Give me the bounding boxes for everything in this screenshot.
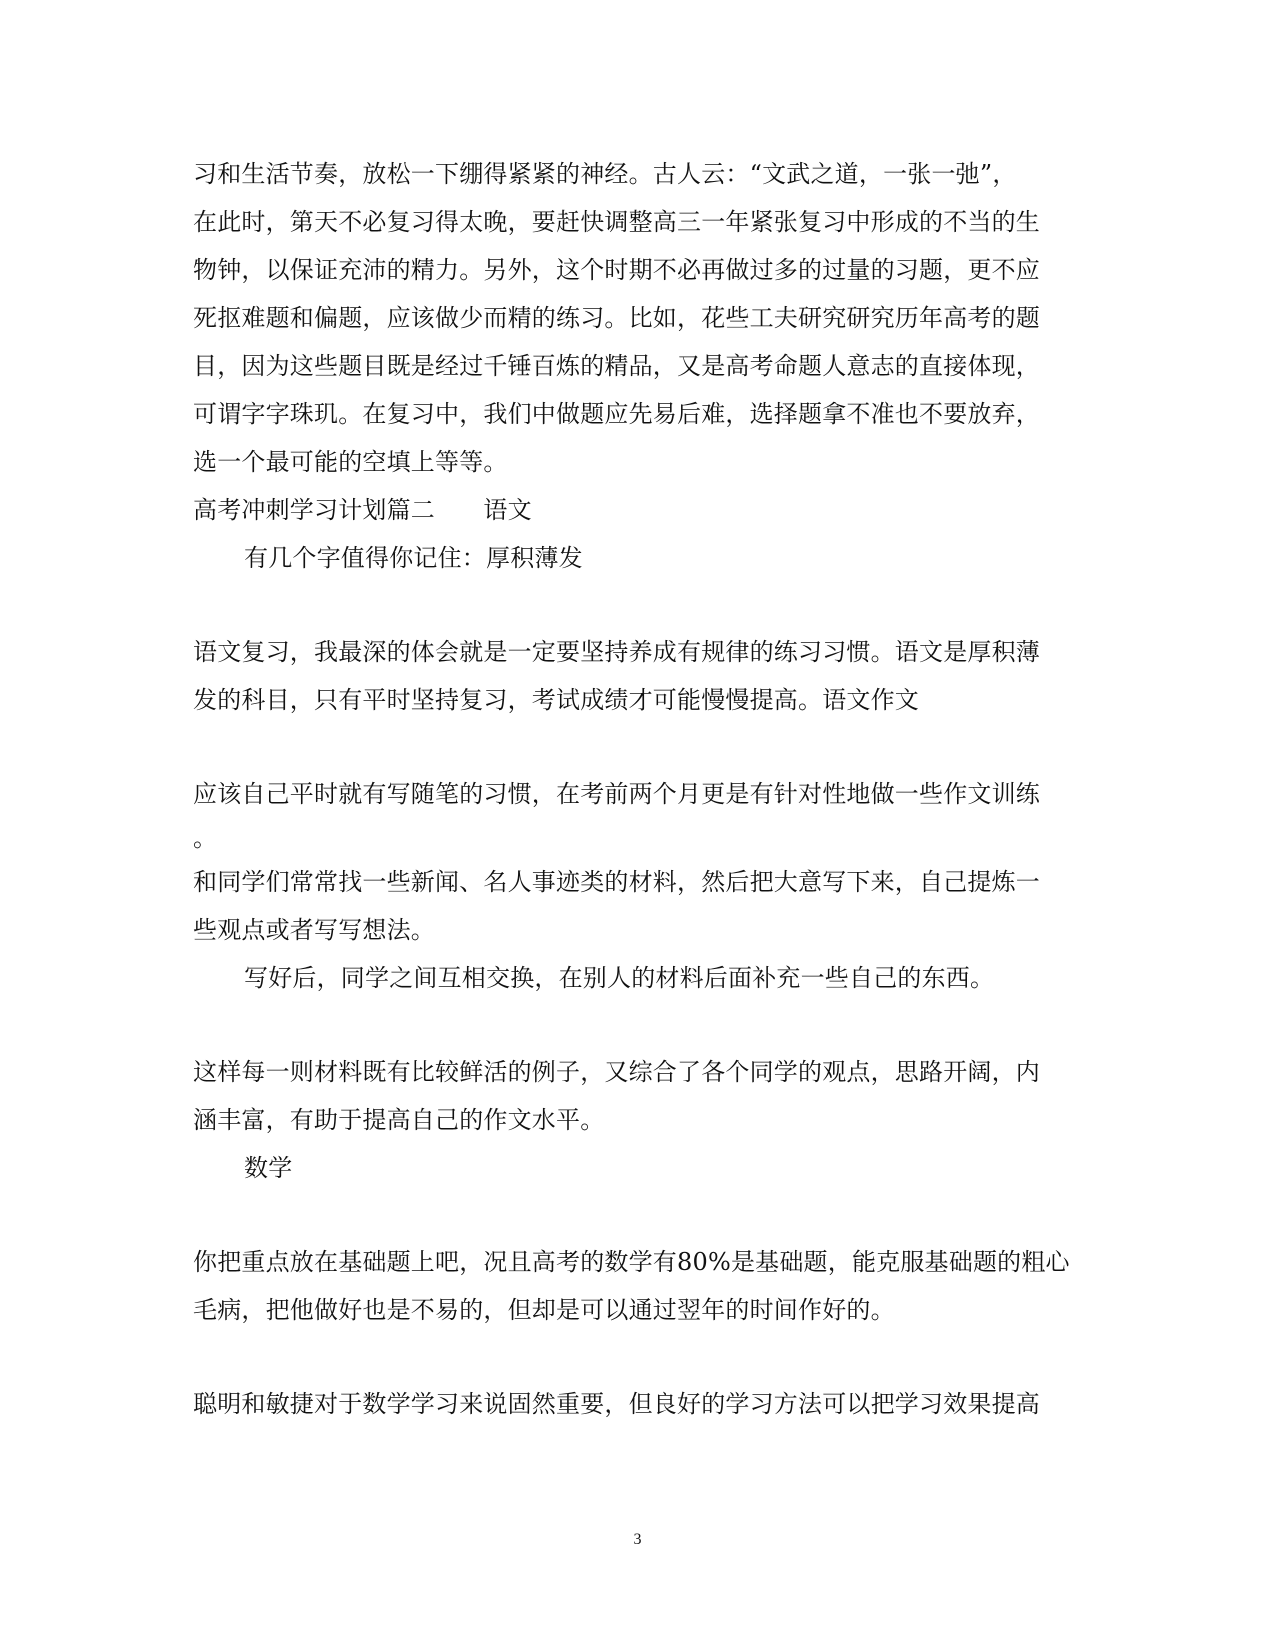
text-line: 可谓字字珠玑。在复习中，我们中做题应先易后难，选择题拿不准也不要放弃，: [193, 400, 1040, 428]
text-line: 写好后，同学之间互相交换，在别人的材料后面补充一些自己的东西。: [244, 964, 995, 992]
text-line: 涵丰富，有助于提高自己的作文水平。: [193, 1106, 605, 1134]
text-line: 和同学们常常找一些新闻、名人事迹类的材料，然后把大意写下来，自己提炼一: [193, 868, 1040, 896]
text-line: 物钟，以保证充沛的精力。另外，这个时期不必再做过多的过量的习题，更不应: [193, 256, 1040, 284]
section-heading: 高考冲刺学习计划篇二 语文: [193, 496, 532, 524]
text-line: 有几个字值得你记住：厚积薄发: [244, 544, 583, 572]
text-line: 语文复习，我最深的体会就是一定要坚持养成有规律的练习习惯。语文是厚积薄: [193, 638, 1040, 666]
text-line: 习和生活节奏，放松一下绷得紧紧的神经。古人云：“文武之道，一张一弛”，: [193, 160, 1017, 188]
text-line: 选一个最可能的空填上等等。: [193, 448, 508, 476]
text-line: 应该自己平时就有写随笔的习惯，在考前两个月更是有针对性地做一些作文训练: [193, 780, 1040, 808]
text-line: 目，因为这些题目既是经过千锤百炼的精品，又是高考命题人意志的直接体现，: [193, 352, 1040, 380]
text-line: 。: [193, 824, 218, 852]
text-line: 发的科目，只有平时坚持复习，考试成绩才可能慢慢提高。语文作文: [193, 686, 919, 714]
text-line: 这样每一则材料既有比较鲜活的例子，又综合了各个同学的观点，思路开阔，内: [193, 1058, 1040, 1086]
text-line: 聪明和敏捷对于数学学习来说固然重要，但良好的学习方法可以把学习效果提高: [193, 1390, 1040, 1418]
text-line: 毛病，把他做好也是不易的，但却是可以通过翌年的时间作好的。: [193, 1296, 895, 1324]
page-number: 3: [633, 1531, 642, 1548]
text-line: 死抠难题和偏题，应该做少而精的练习。比如，花些工夫研究研究历年高考的题: [193, 304, 1040, 332]
text-line: 在此时，第天不必复习得太晚，要赶快调整高三一年紧张复习中形成的不当的生: [193, 208, 1040, 236]
subsection-heading: 数学: [244, 1154, 293, 1182]
text-line: 你把重点放在基础题上吧，况且高考的数学有80%是基础题，能克服基础题的粗心: [193, 1248, 1070, 1276]
text-line: 些观点或者写写想法。: [193, 916, 435, 944]
